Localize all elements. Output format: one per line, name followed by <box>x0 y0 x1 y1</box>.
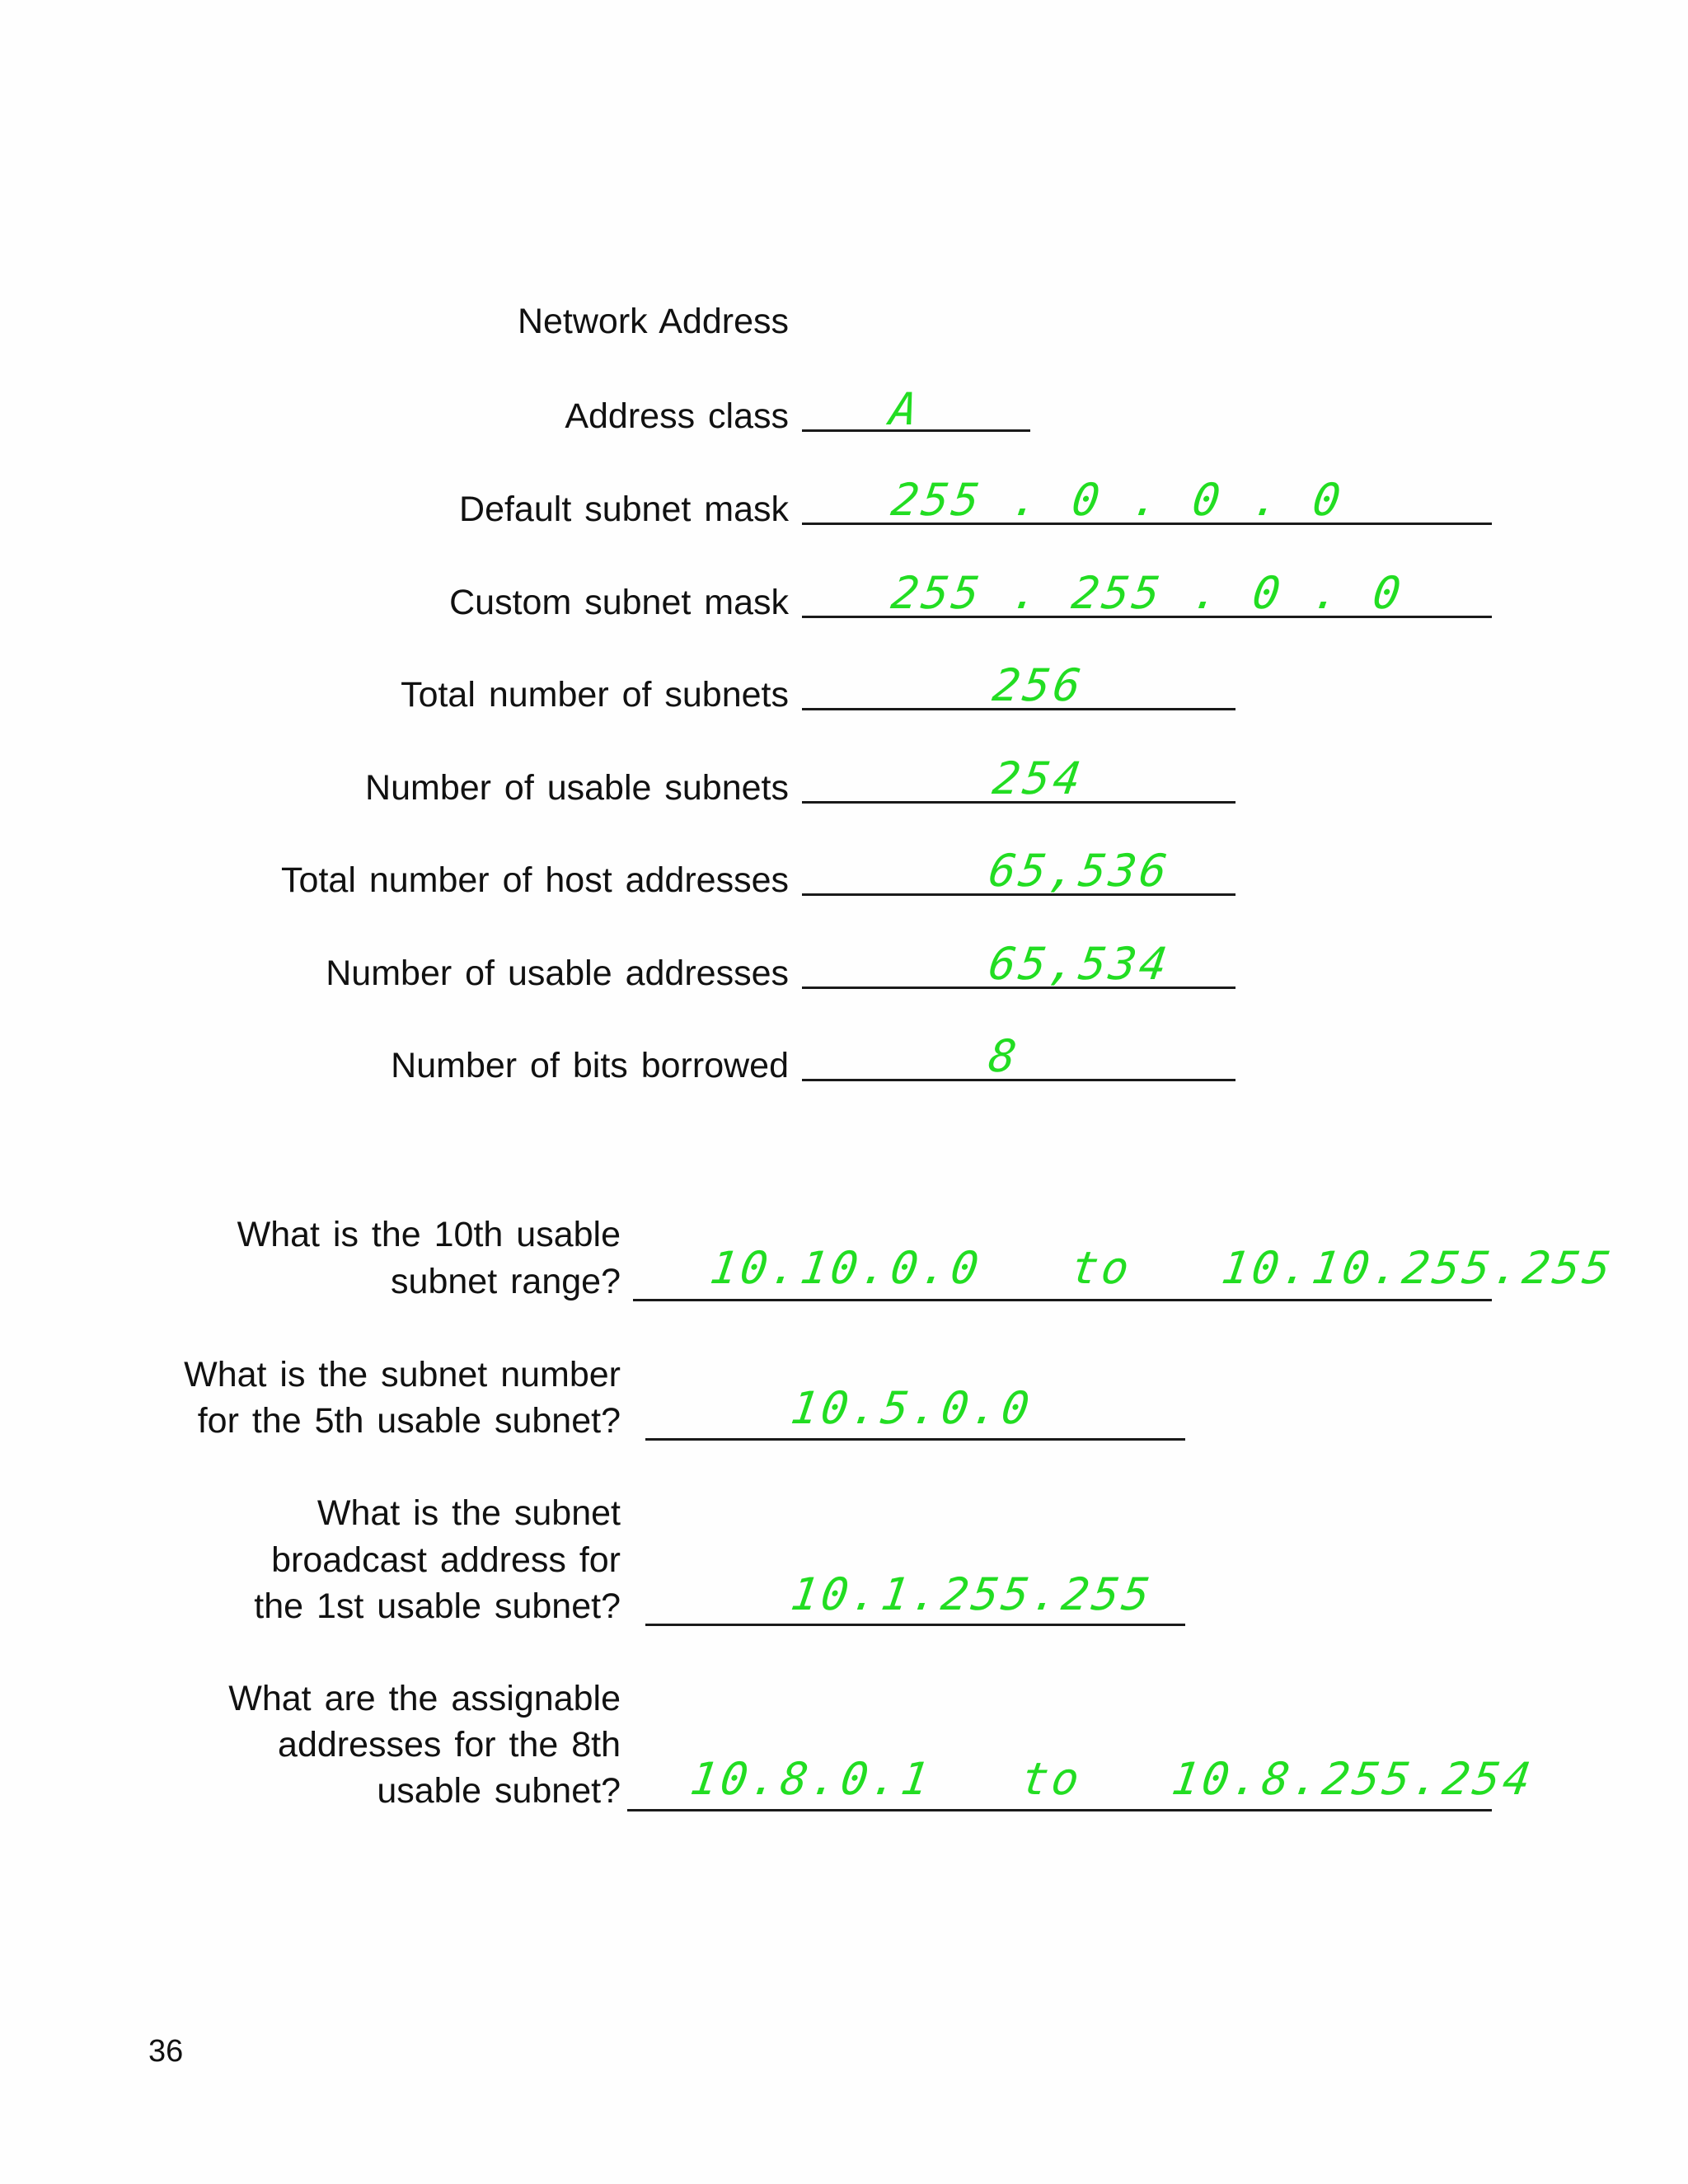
total-host-addresses-label: Total number of host addresses <box>281 860 789 900</box>
question-1st-broadcast-line2: broadcast address for <box>271 1540 621 1580</box>
question-1st-broadcast-answer: 10.1.255.255 <box>787 1568 1156 1620</box>
question-5th-subnet-number-line1: What is the subnet number <box>184 1355 621 1394</box>
custom-subnet-mask-label: Custom subnet mask <box>449 583 789 622</box>
network-address-title: Network Address <box>517 302 789 341</box>
page-number: 36 <box>148 2034 184 2069</box>
question-8th-assignable-line1: What are the assignable <box>228 1679 621 1718</box>
question-10th-subnet-range-line <box>633 1299 1492 1301</box>
usable-subnets-label: Number of usable subnets <box>365 768 789 808</box>
total-subnets-answer: 256 <box>989 659 1088 711</box>
question-5th-subnet-number-line2: for the 5th usable subnet? <box>197 1401 621 1441</box>
question-10th-subnet-range-answer: 10.10.0.0 to 10.10.255.255 <box>706 1242 1617 1294</box>
question-5th-subnet-number-answer: 10.5.0.0 <box>787 1382 1036 1434</box>
custom-subnet-mask-answer: 255 . 255 . 0 . 0 <box>888 567 1408 619</box>
question-1st-broadcast-line3: the 1st usable subnet? <box>254 1586 621 1626</box>
address-class-answer: A <box>886 383 925 435</box>
total-host-addresses-answer: 65,536 <box>985 845 1174 897</box>
bits-borrowed-label: Number of bits borrowed <box>391 1046 789 1085</box>
bits-borrowed-line <box>802 1079 1236 1081</box>
question-8th-assignable-line <box>627 1809 1492 1811</box>
question-8th-assignable-line2: addresses for the 8th <box>278 1725 621 1765</box>
question-5th-subnet-number-line <box>645 1438 1185 1441</box>
usable-addresses-label: Number of usable addresses <box>326 954 789 993</box>
usable-subnets-answer: 254 <box>989 752 1088 804</box>
usable-addresses-answer: 65,534 <box>985 938 1174 990</box>
question-10th-subnet-range-line2: subnet range? <box>391 1262 621 1301</box>
question-8th-assignable-line3: usable subnet? <box>377 1771 621 1811</box>
bits-borrowed-answer: 8 <box>985 1030 1024 1082</box>
address-class-label: Address class <box>565 396 789 436</box>
question-1st-broadcast-line1: What is the subnet <box>316 1493 621 1533</box>
question-1st-broadcast-line <box>645 1624 1185 1626</box>
question-10th-subnet-range-line1: What is the 10th usable <box>237 1215 621 1254</box>
default-subnet-mask-label: Default subnet mask <box>459 490 789 529</box>
default-subnet-mask-answer: 255 . 0 . 0 . 0 <box>888 474 1348 526</box>
question-8th-assignable-answer: 10.8.0.1 to 10.8.255.254 <box>687 1753 1537 1805</box>
total-subnets-label: Total number of subnets <box>401 675 789 715</box>
